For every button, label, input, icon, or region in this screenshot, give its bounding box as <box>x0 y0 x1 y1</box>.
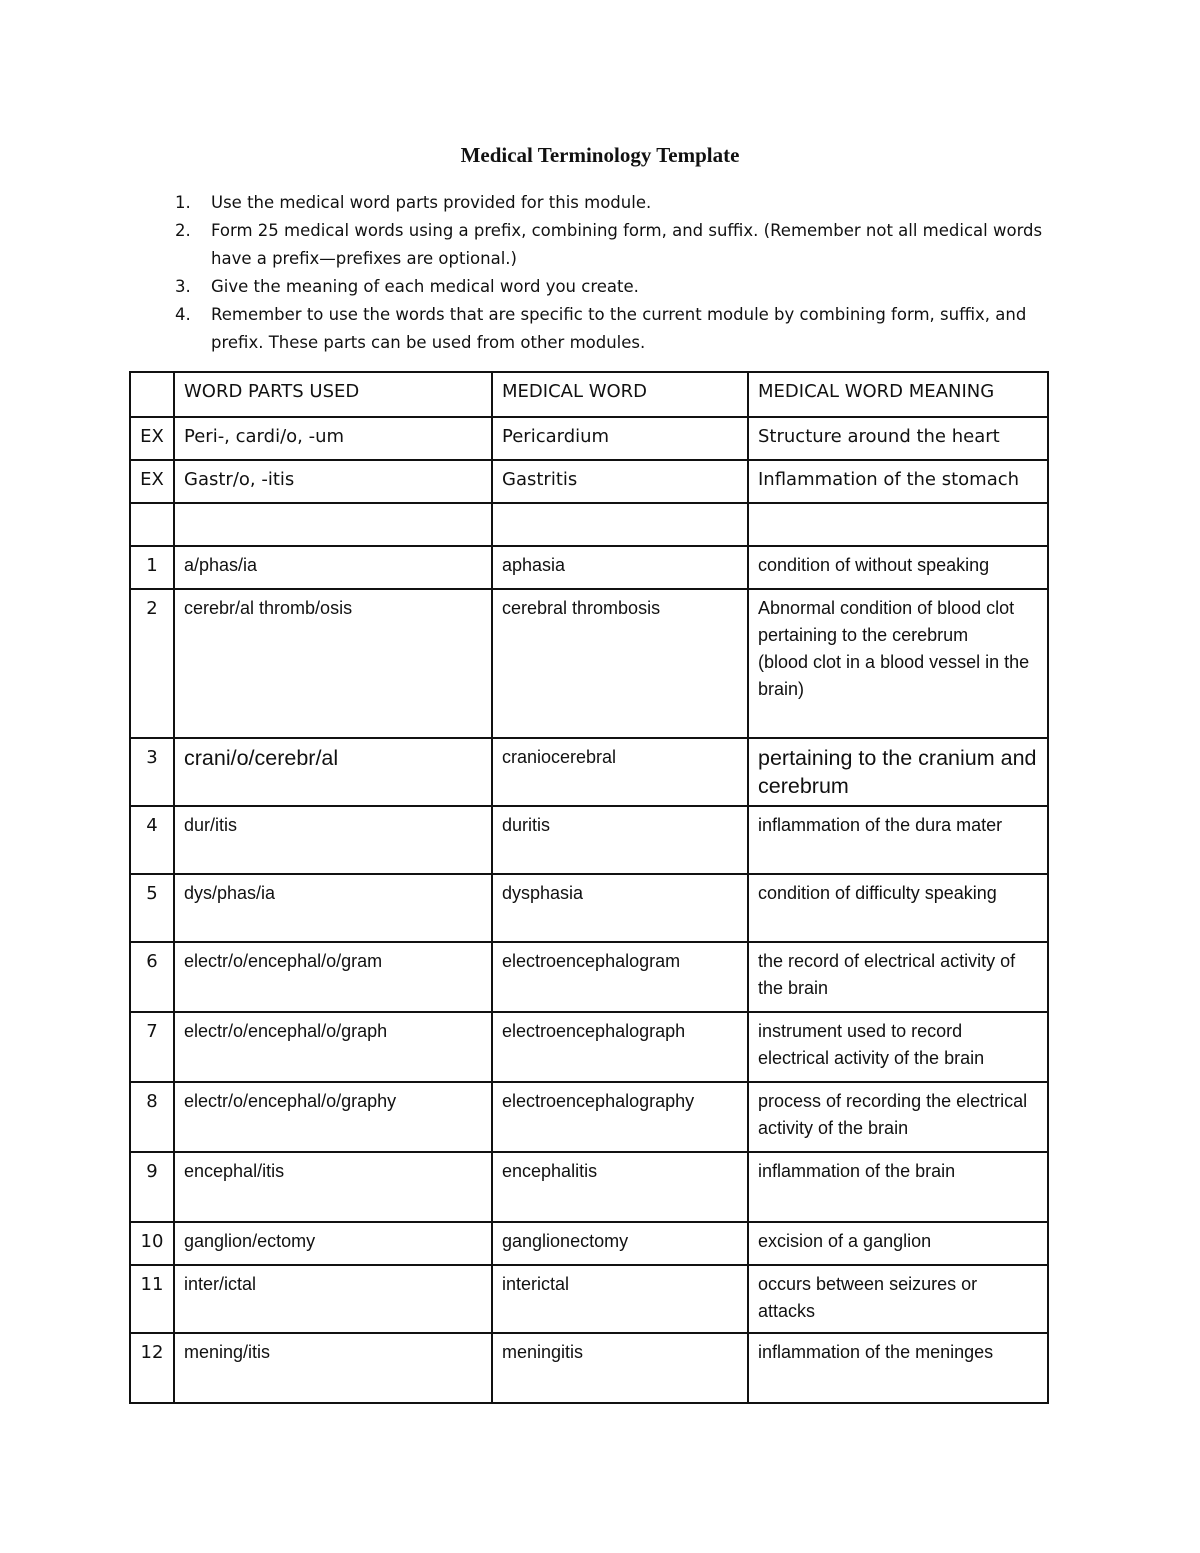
instruction-number: 4. <box>175 305 191 324</box>
instruction-text: Remember to use the words that are specific to the current module by combining form, suffix, and prefix. These parts can be used from other modules. <box>211 305 1027 352</box>
row-meaning: inflammation of the meninges <box>748 1333 1048 1403</box>
row-word-parts: electr/o/encephal/o/gram <box>174 942 492 1012</box>
header-meaning: MEDICAL WORD MEANING <box>748 372 1048 417</box>
row-word-parts: electr/o/encephal/o/graphy <box>174 1082 492 1152</box>
example-word: Pericardium <box>492 417 748 460</box>
terminology-table <box>129 371 1049 1404</box>
table-row <box>130 1012 1048 1082</box>
row-word-parts: dys/phas/ia <box>174 874 492 942</box>
table-row <box>130 546 1048 589</box>
blank-cell <box>174 503 492 546</box>
table-row <box>130 874 1048 942</box>
example-parts: Gastr/o, -itis <box>174 460 492 503</box>
instruction-number: 2. <box>175 221 191 240</box>
row-medical-word: aphasia <box>492 546 748 589</box>
row-number: 6 <box>130 942 174 1012</box>
table-row <box>130 738 1048 806</box>
row-meaning: pertaining to the cranium and cerebrum <box>748 738 1048 806</box>
row-medical-word: meningitis <box>492 1333 748 1403</box>
table-row <box>130 1082 1048 1152</box>
example-row <box>130 460 1048 503</box>
blank-cell <box>130 503 174 546</box>
row-meaning: occurs between seizures or attacks <box>748 1265 1048 1333</box>
row-number: 2 <box>130 589 174 738</box>
row-word-parts: electr/o/encephal/o/graph <box>174 1012 492 1082</box>
meaning-text: Abnormal condition of blood clot pertaining to the cerebrum <box>758 598 1015 645</box>
row-word-parts: encephal/itis <box>174 1152 492 1222</box>
example-label: EX <box>130 417 174 460</box>
row-number: 8 <box>130 1082 174 1152</box>
row-medical-word: craniocerebral <box>492 738 748 806</box>
page-title: Medical Terminology Template <box>460 143 740 167</box>
row-medical-word: dysphasia <box>492 874 748 942</box>
blank-cell <box>492 503 748 546</box>
instruction-item <box>175 301 1055 357</box>
row-word-parts: a/phas/ia <box>174 546 492 589</box>
row-meaning: condition of difficulty speaking <box>748 874 1048 942</box>
row-number: 7 <box>130 1012 174 1082</box>
row-word-parts: crani/o/cerebr/al <box>174 738 492 806</box>
row-word-parts: cerebr/al thromb/osis <box>174 589 492 738</box>
example-meaning: Inflammation of the stomach <box>748 460 1048 503</box>
row-number: 11 <box>130 1265 174 1333</box>
table-row <box>130 942 1048 1012</box>
instruction-text: Give the meaning of each medical word you create. <box>211 277 639 296</box>
table-row <box>130 589 1048 738</box>
row-word-parts: inter/ictal <box>174 1265 492 1333</box>
instruction-number: 3. <box>175 277 191 296</box>
table-row <box>130 1333 1048 1403</box>
row-number: 9 <box>130 1152 174 1222</box>
row-meaning: instrument used to record electrical activity of the brain <box>748 1012 1048 1082</box>
instruction-item <box>175 217 1055 273</box>
table-row <box>130 1152 1048 1222</box>
instruction-number: 1. <box>175 193 191 212</box>
row-number: 12 <box>130 1333 174 1403</box>
row-number: 4 <box>130 806 174 874</box>
row-number: 3 <box>130 738 174 806</box>
row-meaning: condition of without speaking <box>748 546 1048 589</box>
blank-row <box>130 503 1048 546</box>
example-parts: Peri-, cardi/o, -um <box>174 417 492 460</box>
row-meaning <box>748 589 1048 738</box>
row-medical-word: electroencephalography <box>492 1082 748 1152</box>
instruction-text: Use the medical word parts provided for this module. <box>211 193 652 212</box>
row-number: 5 <box>130 874 174 942</box>
instruction-text: Form 25 medical words using a prefix, combining form, and suffix. (Remember not all medical words have a prefix—prefixes are optional.) <box>211 221 1043 268</box>
header-index-cell <box>130 372 174 417</box>
header-word-parts: WORD PARTS USED <box>174 372 492 417</box>
row-word-parts: ganglion/ectomy <box>174 1222 492 1265</box>
example-label: EX <box>130 460 174 503</box>
example-word: Gastritis <box>492 460 748 503</box>
row-medical-word: ganglionectomy <box>492 1222 748 1265</box>
instruction-item <box>175 273 1055 301</box>
meaning-note: (blood clot in a blood vessel in the brain) <box>758 652 1030 699</box>
table-row <box>130 1222 1048 1265</box>
row-meaning: inflammation of the dura mater <box>748 806 1048 874</box>
row-number: 1 <box>130 546 174 589</box>
row-medical-word: encephalitis <box>492 1152 748 1222</box>
row-medical-word: interictal <box>492 1265 748 1333</box>
row-medical-word: electroencephalogram <box>492 942 748 1012</box>
example-meaning: Structure around the heart <box>748 417 1048 460</box>
row-medical-word: cerebral thrombosis <box>492 589 748 738</box>
instructions-list <box>175 189 1055 357</box>
instruction-item <box>175 189 1055 217</box>
table-row <box>130 1265 1048 1333</box>
row-meaning: excision of a ganglion <box>748 1222 1048 1265</box>
example-row <box>130 417 1048 460</box>
table-row <box>130 806 1048 874</box>
table-header-row <box>130 372 1048 417</box>
row-meaning: the record of electrical activity of the brain <box>748 942 1048 1012</box>
row-medical-word: electroencephalograph <box>492 1012 748 1082</box>
blank-cell <box>748 503 1048 546</box>
row-medical-word: duritis <box>492 806 748 874</box>
row-meaning: process of recording the electrical activity of the brain <box>748 1082 1048 1152</box>
row-meaning: inflammation of the brain <box>748 1152 1048 1222</box>
row-word-parts: dur/itis <box>174 806 492 874</box>
row-number: 10 <box>130 1222 174 1265</box>
header-medical-word: MEDICAL WORD <box>492 372 748 417</box>
row-word-parts: mening/itis <box>174 1333 492 1403</box>
